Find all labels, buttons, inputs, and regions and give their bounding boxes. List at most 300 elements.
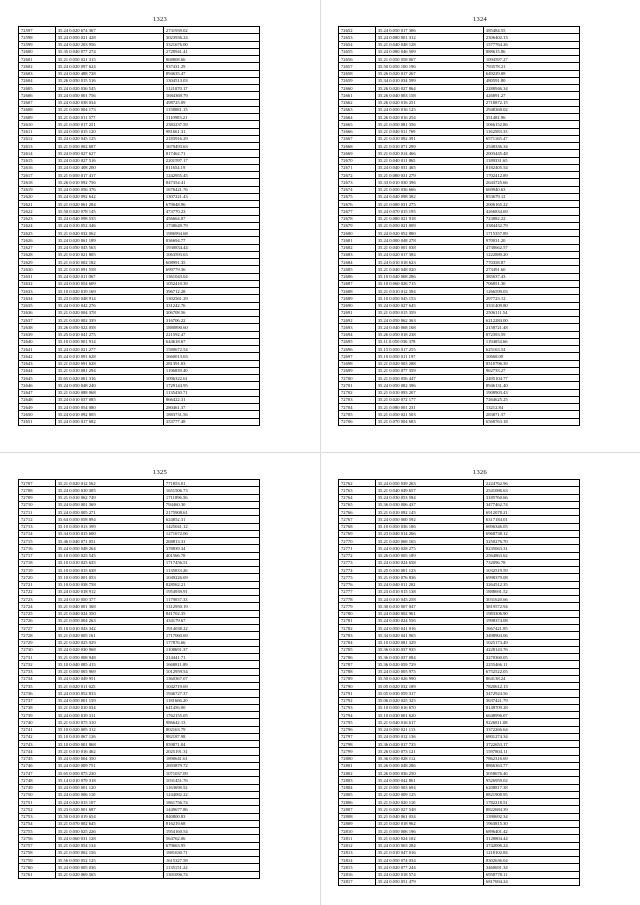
page-number: 1326 — [472, 469, 488, 476]
coordinate-cell: 35.21 0.040 001 368 — [55, 603, 163, 610]
row-id-cell: 72758 — [19, 849, 56, 856]
value-cell: 8866363.77 — [483, 762, 579, 769]
table-row — [339, 237, 580, 244]
row-id-cell: 72779 — [339, 603, 376, 610]
row-id-cell: 72702 — [339, 389, 376, 396]
table-row — [19, 762, 260, 769]
table-row — [19, 353, 260, 360]
value-cell: 7264625.25 — [483, 396, 579, 403]
row-id-cell: 72673 — [339, 179, 376, 186]
table-row — [19, 396, 260, 403]
coordinate-cell: 35.21 0.050 002 687 — [55, 143, 163, 150]
table-row — [339, 48, 580, 55]
table-row — [19, 251, 260, 258]
row-id-cell: 72640 — [19, 338, 56, 345]
value-cell: 8946131.40 — [483, 382, 579, 389]
table-row — [339, 530, 580, 537]
coordinate-cell: 35.21 0.020 011 577 — [55, 114, 163, 121]
value-cell: 937431.29 — [163, 63, 259, 70]
value-cell: 456664.07 — [163, 215, 259, 222]
coordinate-cell: 35.24 0.040 011 202 — [375, 581, 483, 588]
value-cell: 1668811.89 — [163, 661, 259, 668]
coordinate-cell: 35.24 0.010 052 833 — [55, 690, 163, 697]
table-row — [19, 27, 260, 34]
coordinate-cell: 35.21 0.050 003 694 — [375, 784, 483, 791]
value-cell: 2255466.11 — [483, 661, 579, 668]
row-id-cell: 72722 — [19, 588, 56, 595]
table-row — [19, 770, 260, 777]
coordinate-cell: 35.24 0.050 051 479 — [375, 878, 483, 885]
table-row — [19, 683, 260, 690]
value-cell: 4266834.69 — [483, 208, 579, 215]
value-cell: 1615327.58 — [163, 857, 259, 864]
value-cell: 3270360.05 — [483, 654, 579, 661]
coordinate-cell: 35.21 0.010 091 558 — [55, 266, 163, 273]
value-cell: 6998379.08 — [483, 574, 579, 581]
coordinate-cell: 35.35 0.040 077 274 — [55, 48, 163, 55]
coordinate-cell: 35.24 0.030 028 275 — [375, 545, 483, 552]
table-row — [19, 157, 260, 164]
value-cell: 1181666.20 — [163, 697, 259, 704]
table-row — [339, 654, 580, 661]
row-id-cell: 72696 — [339, 346, 376, 353]
coordinate-cell: 35.10 0.050 001 868 — [55, 741, 163, 748]
value-cell: 1066152.86 — [483, 121, 579, 128]
row-id-cell: 72648 — [19, 396, 56, 403]
value-cell: 1307221.43 — [163, 193, 259, 200]
coordinate-cell: 35.36 0.020 059 729 — [375, 661, 483, 668]
value-cell: 1108691.37 — [163, 646, 259, 653]
coordinate-cell: 35.24 0.010 045 258 — [375, 596, 483, 603]
row-id-cell: 72785 — [339, 646, 376, 653]
row-id-cell: 72617 — [19, 172, 56, 179]
row-id-cell: 72749 — [19, 784, 56, 791]
table-row — [19, 509, 260, 516]
table-row — [19, 559, 260, 566]
row-id-cell: 72736 — [19, 690, 56, 697]
row-id-cell: 72757 — [19, 842, 56, 849]
table-row — [19, 813, 260, 820]
table-row — [19, 501, 260, 508]
value-cell: 649229.08 — [483, 70, 579, 77]
coordinate-cell: 35.05 0.030 059 317 — [375, 690, 483, 697]
value-cell: 1304513.03 — [163, 77, 259, 84]
coordinate-cell: 35.24 0.020 092 642 — [55, 193, 163, 200]
table-row — [19, 63, 260, 70]
table-row — [19, 389, 260, 396]
table-row — [339, 617, 580, 624]
row-id-cell: 72805 — [339, 791, 376, 798]
table-row — [339, 864, 580, 871]
coordinate-cell: 35.24 0.020 018 912 — [55, 588, 163, 595]
row-id-cell: 72815 — [339, 864, 376, 871]
value-cell: 1963815.30 — [483, 820, 579, 827]
value-cell: 1711896.56 — [163, 494, 259, 501]
value-cell: 1266599.03 — [483, 288, 579, 295]
row-id-cell: 72776 — [339, 581, 376, 588]
table-row — [339, 509, 580, 516]
value-cell: 473770.23 — [163, 208, 259, 215]
coordinate-cell: 35.26 0.020 016 254 — [375, 114, 483, 121]
value-cell: 426891.27 — [483, 92, 579, 99]
row-id-cell: 72715 — [19, 538, 56, 545]
table-row — [19, 849, 260, 856]
value-cell: 3498904.06 — [483, 632, 579, 639]
table-row — [19, 280, 260, 287]
table-row — [19, 646, 260, 653]
row-id-cell: 72682 — [339, 244, 376, 251]
table-row — [19, 208, 260, 215]
coordinate-cell: 35.21 0.010 075 310 — [55, 719, 163, 726]
table-row — [339, 121, 580, 128]
value-cell: 981661.31 — [163, 128, 259, 135]
coordinate-cell: 35.24 0.050 001 756 — [55, 92, 163, 99]
value-cell: 1998374.08 — [483, 617, 579, 624]
table-row — [339, 770, 580, 777]
row-id-cell: 72686 — [339, 273, 376, 280]
row-id-cell: 72671 — [339, 164, 376, 171]
coordinate-cell: 35.24 0.010 018 623 — [375, 259, 483, 266]
table-row — [339, 726, 580, 733]
value-cell: 297723.12 — [483, 295, 579, 302]
row-id-cell: 72760 — [19, 864, 56, 871]
value-cell: 6208817.38 — [483, 784, 579, 791]
table-row — [19, 230, 260, 237]
row-id-cell: 72647 — [19, 389, 56, 396]
value-cell: 283871.57 — [483, 411, 579, 418]
value-cell: 872393.59 — [483, 331, 579, 338]
table-row — [339, 552, 580, 559]
table-row — [339, 777, 580, 784]
coordinate-cell: 35.24 0.050 021 428 — [55, 34, 163, 41]
table-row — [339, 346, 580, 353]
coordinate-cell: 35.24 0.020 045 125 — [55, 135, 163, 142]
row-id-cell: 72783 — [339, 632, 376, 639]
value-cell: 1063593.63 — [163, 251, 259, 258]
value-cell: 1861756.74 — [163, 799, 259, 806]
table-row — [19, 480, 260, 487]
value-cell: 8510796.39 — [483, 360, 579, 367]
table-row — [19, 581, 260, 588]
table-row — [19, 324, 260, 331]
table-row — [19, 603, 260, 610]
coordinate-cell: 35.26 0.020 016 251 — [375, 99, 483, 106]
table-row — [19, 755, 260, 762]
value-cell: 1914038.22 — [163, 625, 259, 632]
coordinate-cell: 35.21 0.010 092 145 — [375, 509, 483, 516]
value-cell: 3477462.74 — [483, 501, 579, 508]
table-row — [19, 92, 260, 99]
row-id-cell: 72611 — [19, 128, 56, 135]
table-row — [339, 172, 580, 179]
coordinate-cell: 35.26 0.020 027 864 — [375, 85, 483, 92]
coordinate-cell: 35.24 0.020 061 189 — [55, 237, 163, 244]
table-row — [19, 748, 260, 755]
table-row — [19, 331, 260, 338]
row-id-cell: 72744 — [19, 748, 56, 755]
table-row — [19, 538, 260, 545]
table-row — [339, 574, 580, 581]
table-row — [19, 77, 260, 84]
coordinate-cell: 35.21 0.020 068 165 — [375, 538, 483, 545]
value-cell: 608991.35 — [163, 259, 259, 266]
row-id-cell: 72770 — [339, 538, 376, 545]
coordinate-cell: 35.50 0.020 078 145 — [55, 208, 163, 215]
row-id-cell: 72806 — [339, 799, 376, 806]
coordinate-cell: 35.21 0.040 048 128 — [375, 41, 483, 48]
table-row — [19, 784, 260, 791]
coordinate-cell: 35.24 0.050 005 036 — [55, 864, 163, 871]
table-row — [339, 164, 580, 171]
coordinate-cell: 35.36 0.050 028 112 — [375, 755, 483, 762]
coordinate-cell: 35.50 0.020 026 990 — [375, 675, 483, 682]
value-cell: 1189331.65 — [483, 157, 579, 164]
coordinate-cell: 35.24 0.050 048 264 — [55, 545, 163, 552]
table-row — [19, 494, 260, 501]
table-row — [339, 610, 580, 617]
coordinate-cell: 35.24 0.020 036 545 — [55, 85, 163, 92]
value-cell: 8182405.54 — [483, 164, 579, 171]
coordinate-cell: 35.21 0.020 012 562 — [55, 480, 163, 487]
table-row — [339, 857, 580, 864]
table-row — [339, 70, 580, 77]
value-cell: 1782218.51 — [483, 799, 579, 806]
table-row — [339, 842, 580, 849]
value-cell: 6571165.47 — [483, 135, 579, 142]
row-id-cell: 72773 — [339, 559, 376, 566]
coordinate-cell: 35.24 0.020 030 968 — [55, 646, 163, 653]
row-id-cell: 72629 — [19, 259, 56, 266]
row-id-cell: 72771 — [339, 545, 376, 552]
table-row — [339, 128, 580, 135]
value-cell: 2495104.77 — [483, 375, 579, 382]
value-cell: 1390692.34 — [483, 813, 579, 820]
table-row — [19, 85, 260, 92]
coordinate-cell: 35.33 0.010 030 396 — [375, 179, 483, 186]
coordinate-cell: 35.24 0.050 000 592 — [375, 516, 483, 523]
coordinate-cell: 35.21 0.050 004 173 — [55, 106, 163, 113]
coordinate-cell: 35.10 0.050 001 914 — [55, 338, 163, 345]
coordinate-cell: 35.10 0.050 036 186 — [375, 523, 483, 530]
coordinate-cell: 35.50 0.010 019 654 — [55, 813, 163, 820]
table-row — [339, 186, 580, 193]
row-id-cell: 72642 — [19, 353, 56, 360]
value-cell: 2158721.48 — [483, 324, 579, 331]
value-cell: 1302561.29 — [163, 295, 259, 302]
table-row — [339, 396, 580, 403]
row-id-cell: 72778 — [339, 596, 376, 603]
row-id-cell: 72690 — [339, 302, 376, 309]
value-cell: 1071037.09 — [163, 770, 259, 777]
row-id-cell: 72703 — [339, 396, 376, 403]
row-id-cell: 72693 — [339, 324, 376, 331]
value-cell: 970031.20 — [483, 237, 579, 244]
value-cell: 644618.67 — [163, 338, 259, 345]
coordinate-cell: 35.36 0.020 017 735 — [375, 741, 483, 748]
coordinate-cell: 35.21 0.050 077 359 — [375, 367, 483, 374]
row-id-cell: 72677 — [339, 208, 376, 215]
table-row — [19, 34, 260, 41]
row-id-cell: 72730 — [19, 646, 56, 653]
value-cell: 2948368.02 — [483, 106, 579, 113]
value-cell: 177876.66 — [163, 639, 259, 646]
table-row — [19, 675, 260, 682]
coordinate-cell: 35.26 0.050 036 250 — [375, 770, 483, 777]
coordinate-cell: 35.24 0.050 062 363 — [375, 317, 483, 324]
coordinate-cell: 35.21 0.050 017 251 — [55, 121, 163, 128]
value-cell: 4730662.57 — [483, 244, 579, 251]
coordinate-cell: 35.24 0.020 009 751 — [55, 762, 163, 769]
coordinate-cell: 35.24 0.050 012 136 — [375, 733, 483, 740]
value-cell: 1717456.51 — [163, 559, 259, 566]
coordinate-cell: 35.21 0.030 076 836 — [375, 574, 483, 581]
row-id-cell: 72804 — [339, 784, 376, 791]
row-id-cell: 72721 — [19, 581, 56, 588]
value-cell: 986642.13 — [163, 719, 259, 726]
coordinate-cell: 35.21 0.040 011 865 — [375, 157, 483, 164]
coordinate-cell: 35.23 0.020 001 687 — [55, 806, 163, 813]
coordinate-cell: 35.24 0.060 031 128 — [55, 835, 163, 842]
table-row — [339, 244, 580, 251]
value-cell: 434179.67 — [163, 617, 259, 624]
data-table — [338, 26, 580, 426]
table-row — [19, 288, 260, 295]
value-cell: 1162583.33 — [483, 128, 579, 135]
coordinate-cell: 35.56 0.050 052 125 — [55, 857, 163, 864]
coordinate-cell: 35.10 0.010 025 635 — [55, 559, 163, 566]
coordinate-cell: 35.21 0.020 014 466 — [375, 150, 483, 157]
table-row — [19, 820, 260, 827]
coordinate-cell: 35.21 0.080 031 279 — [375, 172, 483, 179]
table-row — [19, 828, 260, 835]
value-cell: 3331409.80 — [483, 302, 579, 309]
row-id-cell: 72754 — [19, 820, 56, 827]
coordinate-cell: 35.24 0.020 674 367 — [55, 27, 163, 34]
coordinate-cell: 35.26 0.020 073 121 — [375, 748, 483, 755]
coordinate-cell: 35.21 0.070 004 683 — [375, 418, 483, 425]
coordinate-cell: 35.24 0.010 050 377 — [55, 596, 163, 603]
value-cell: 2183916.29 — [163, 135, 259, 142]
value-cell: 1425041.12 — [163, 523, 259, 530]
value-cell: 1158081.15 — [163, 106, 259, 113]
row-id-cell: 72700 — [339, 375, 376, 382]
table-row — [339, 697, 580, 704]
table-row — [339, 755, 580, 762]
value-cell: 859871.04 — [163, 741, 259, 748]
table-row — [339, 251, 580, 258]
coordinate-cell: 35.24 0.020 203 956 — [55, 41, 163, 48]
coordinate-cell: 35.21 0.020 069 565 — [55, 871, 163, 878]
coordinate-cell: 35.21 0.080 031 275 — [375, 201, 483, 208]
table-row — [19, 690, 260, 697]
value-cell: 6648996.07 — [483, 712, 579, 719]
table-row — [339, 418, 580, 425]
table-row — [339, 538, 580, 545]
coordinate-cell: 35.65 0.020 061 316 — [55, 375, 163, 382]
coordinate-cell: 35.10 0.050 011 197 — [375, 353, 483, 360]
row-id-cell: 72614 — [19, 150, 56, 157]
coordinate-cell: 35.21 0.020 005 161 — [55, 632, 163, 639]
value-cell: 866422.31 — [163, 396, 259, 403]
value-cell: 1042719.69 — [163, 683, 259, 690]
value-cell: 1881630.71 — [163, 849, 259, 856]
table-row — [19, 835, 260, 842]
row-id-cell: 72630 — [19, 266, 56, 273]
row-id-cell: 72775 — [339, 574, 376, 581]
row-id-cell: 72633 — [19, 288, 56, 295]
row-id-cell: 72795 — [339, 719, 376, 726]
coordinate-cell: 35.24 0.040 068 168 — [375, 324, 483, 331]
value-cell: 1715357.89 — [483, 230, 579, 237]
value-cell: 3722653.17 — [483, 741, 579, 748]
value-cell: 2728941.41 — [163, 48, 259, 55]
table-row — [19, 712, 260, 719]
value-cell: 1032519.59 — [483, 567, 579, 574]
row-id-cell: 72681 — [339, 237, 376, 244]
row-id-cell: 72675 — [339, 193, 376, 200]
value-cell: 268813.31 — [163, 538, 259, 545]
row-id-cell: 72658 — [339, 70, 376, 77]
coordinate-cell: 35.36 0.010 037 935 — [375, 646, 483, 653]
coordinate-cell: 35.24 0.050 006 110 — [55, 791, 163, 798]
coordinate-cell: 35.26 0.050 018 238 — [375, 331, 483, 338]
table-row — [339, 404, 580, 411]
table-row — [19, 367, 260, 374]
value-cell: 1222880.20 — [483, 251, 579, 258]
coordinate-cell: 35.26 0.050 048 286 — [375, 762, 483, 769]
table-row — [19, 418, 260, 425]
table-row — [339, 389, 580, 396]
value-cell: 6212284.00 — [483, 317, 579, 324]
coordinate-cell: 35.21 0.020 061 284 — [55, 201, 163, 208]
value-cell: 2548336.34 — [483, 143, 579, 150]
row-id-cell: 72813 — [339, 849, 376, 856]
table-row — [19, 530, 260, 537]
row-id-cell: 72720 — [19, 574, 56, 581]
value-cell: 2383237.59 — [163, 121, 259, 128]
table-row — [339, 215, 580, 222]
row-id-cell: 72661 — [339, 92, 376, 99]
coordinate-cell: 35.24 0.050 016 125 — [375, 106, 483, 113]
value-cell: 6568763.18 — [483, 418, 579, 425]
table-row — [339, 559, 580, 566]
table-row — [19, 128, 260, 135]
row-id-cell: 72692 — [339, 317, 376, 324]
table-row — [339, 41, 580, 48]
coordinate-cell: 35.21 0.020 003 288 — [375, 360, 483, 367]
row-id-cell: 72707 — [19, 480, 56, 487]
row-id-cell: 72644 — [19, 367, 56, 374]
row-id-cell: 72651 — [19, 418, 56, 425]
value-cell: 1702412.89 — [483, 172, 579, 179]
table-row — [339, 106, 580, 113]
row-id-cell: 72659 — [339, 77, 376, 84]
value-cell: 2643725.66 — [483, 179, 579, 186]
coordinate-cell: 35.24 0.030 053 584 — [375, 494, 483, 501]
value-cell: 1135033.26 — [163, 567, 259, 574]
value-cell: 2306402.13 — [483, 34, 579, 41]
table-row — [19, 193, 260, 200]
table-row — [19, 516, 260, 523]
row-id-cell: 72699 — [339, 367, 376, 374]
row-id-cell: 72615 — [19, 157, 56, 164]
value-cell: 894635.47 — [163, 70, 259, 77]
value-cell: 1729144.95 — [163, 382, 259, 389]
value-cell: 4228143.76 — [483, 646, 579, 653]
row-id-cell: 72710 — [19, 501, 56, 508]
coordinate-cell: 35.10 0.050 015 638 — [55, 567, 163, 574]
row-id-cell: 72791 — [339, 690, 376, 697]
